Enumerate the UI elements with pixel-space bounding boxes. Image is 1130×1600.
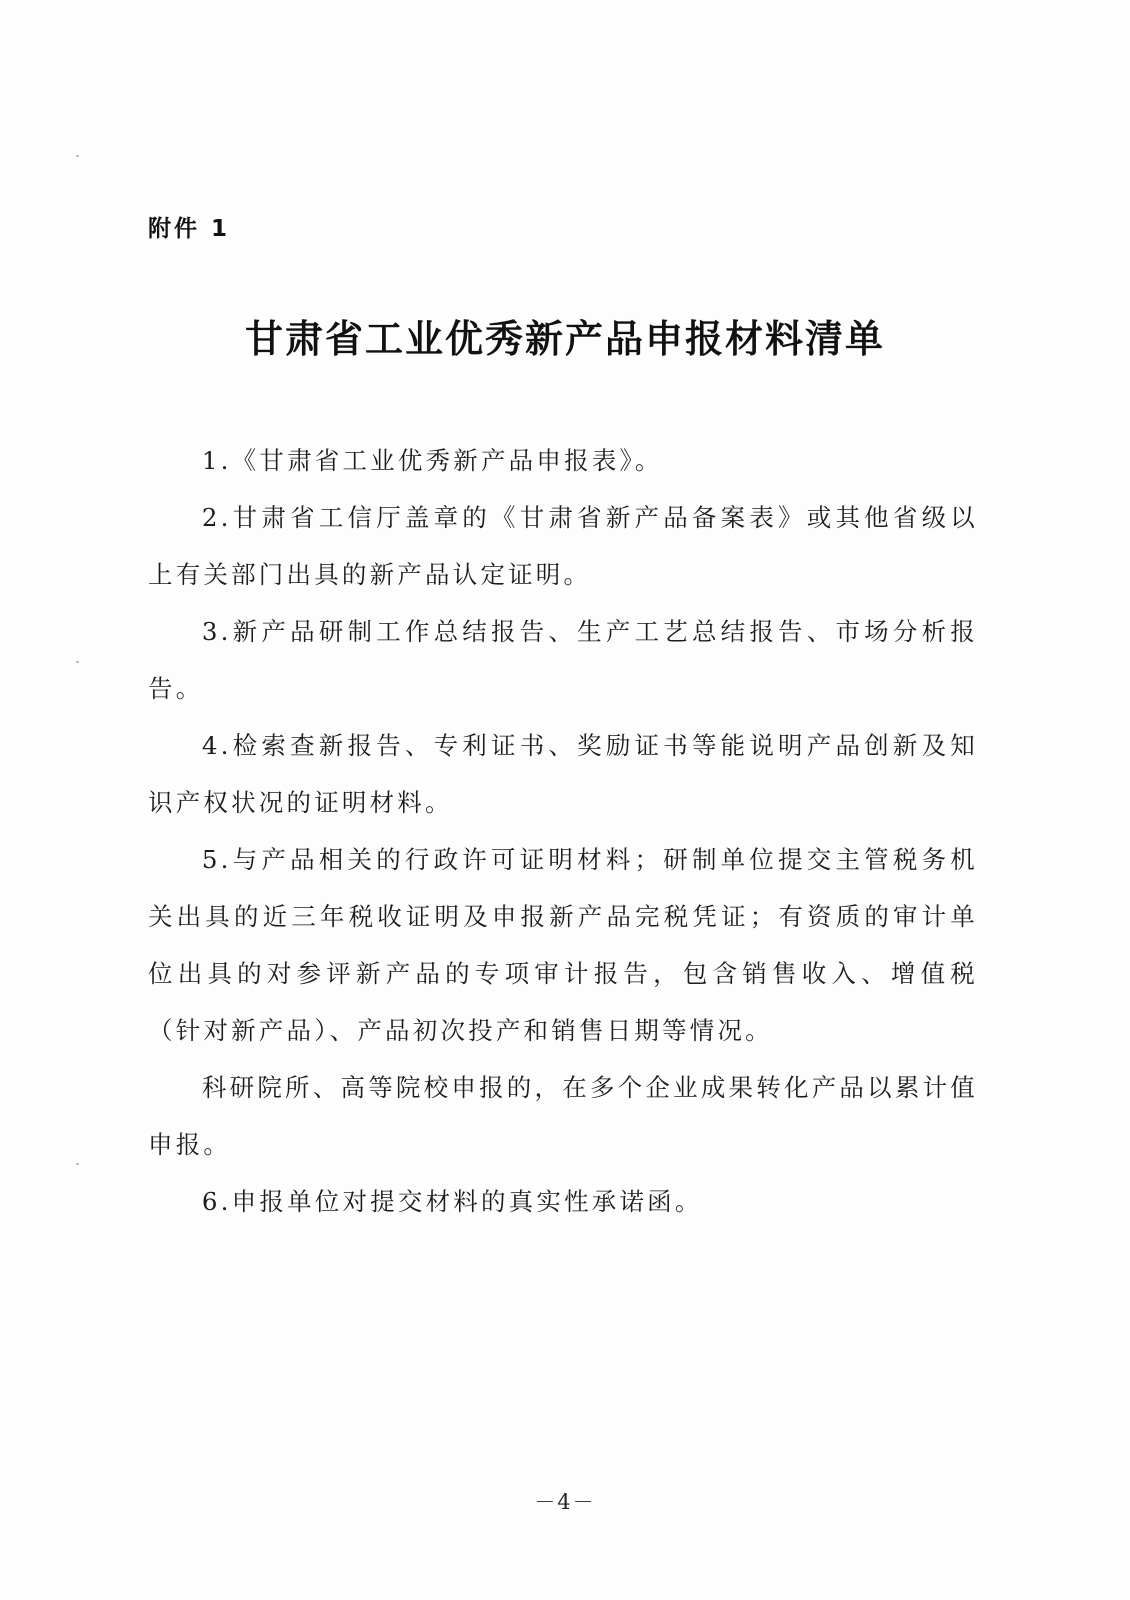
scan-mark xyxy=(76,661,79,663)
paragraph-item-1: 1.《甘肃省工业优秀新产品申报表》。 xyxy=(201,446,663,475)
paragraph-item-5: 5.与产品相关的行政许可证明材料；研制单位提交主管税务机关出具的近三年税收证明及申报新产品完税凭证；有资质的审计单位出具的对参评新产品的专项审计报告，包含销售收入、增值税（针对新产品）、产品初次投产和销售日期等情况。 xyxy=(148,845,978,1045)
document-title: 甘肃省工业优秀新产品申报材料清单 xyxy=(244,316,885,361)
paragraph-item-6: 6.申报单位对提交材料的真实性承诺函。 xyxy=(201,1187,703,1216)
body-text xyxy=(148,432,978,1230)
paragraph-item-4: 4.检索查新报告、专利证书、奖励证书等能说明产品创新及知识产权状况的证明材料。 xyxy=(148,731,978,817)
paragraph-note: 科研院所、高等院校申报的，在多个企业成果转化产品以累计值申报。 xyxy=(148,1073,978,1159)
page-number: －4－ xyxy=(534,1490,596,1514)
scan-mark xyxy=(76,155,79,157)
attachment-label: 附件 1 xyxy=(148,216,231,242)
paragraph-item-2: 2.甘肃省工信厅盖章的《甘肃省新产品备案表》或其他省级以上有关部门出具的新产品认定证明。 xyxy=(148,503,978,589)
scan-mark xyxy=(76,1163,79,1165)
paragraph-item-3: 3.新产品研制工作总结报告、生产工艺总结报告、市场分析报告。 xyxy=(148,617,978,703)
